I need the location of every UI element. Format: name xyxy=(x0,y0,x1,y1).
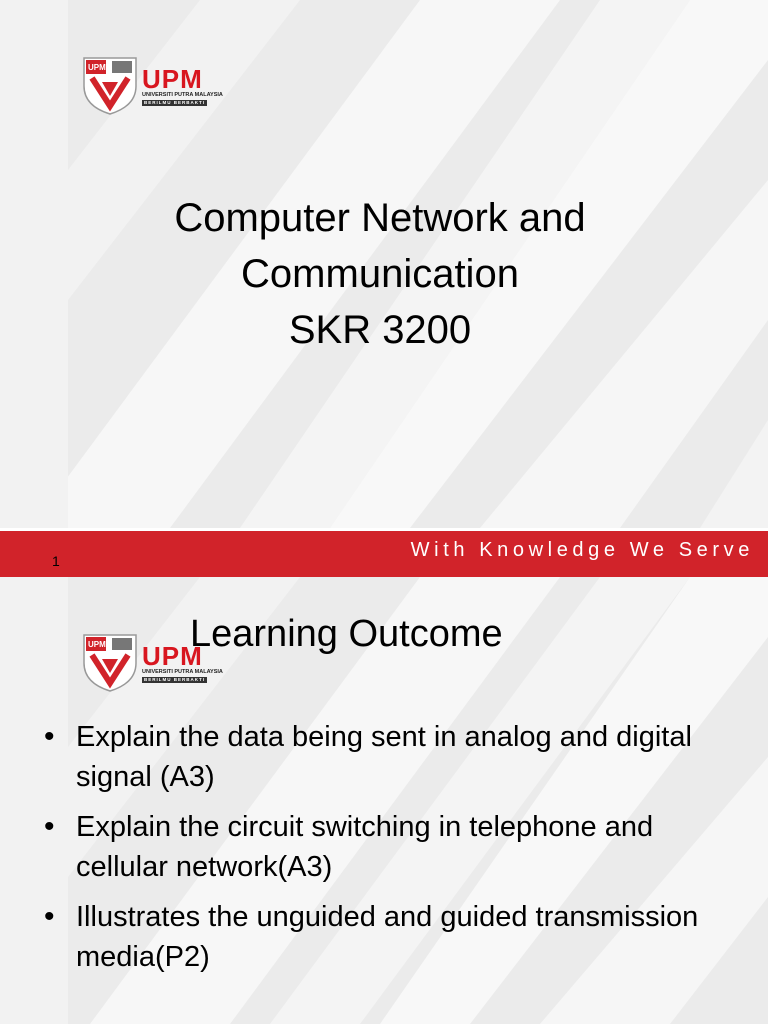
bullet-icon: • xyxy=(44,810,55,843)
upm-logo xyxy=(82,56,223,116)
logo-abbreviation: UPM xyxy=(142,641,203,671)
bullet-text: Explain the data being sent in analog and digital signal (A3) xyxy=(76,721,692,793)
upm-shield-icon xyxy=(82,56,138,116)
svg-text:UPM: UPM xyxy=(88,640,106,649)
logo-university-name: UNIVERSITI PUTRA MALAYSIA xyxy=(142,669,223,675)
bullet-text: Illustrates the unguided and guided transmission media(P2) xyxy=(76,901,699,973)
footer-bar xyxy=(0,528,768,577)
title-line-1: Computer Network and xyxy=(174,196,586,240)
logo-motto: BERILMU BERBAKTI xyxy=(144,100,205,105)
logo-university-name: UNIVERSITI PUTRA MALAYSIA xyxy=(142,92,223,98)
left-strip xyxy=(0,0,68,577)
logo-abbreviation: UPM xyxy=(142,64,203,94)
learning-outcome-list xyxy=(44,717,744,987)
slide-1-title xyxy=(60,190,700,358)
slide-2-title: Learning Outcome xyxy=(190,613,503,655)
list-item xyxy=(44,897,744,977)
upm-shield-icon xyxy=(82,633,138,693)
footer-slogan: With Knowledge We Serve xyxy=(410,539,754,561)
list-item xyxy=(44,807,744,887)
title-line-2: Communication xyxy=(241,252,519,296)
slide-number: 1 xyxy=(52,553,60,569)
logo-motto: BERILMU BERBAKTI xyxy=(144,677,205,682)
bullet-icon: • xyxy=(44,720,55,753)
bullet-icon: • xyxy=(44,900,55,933)
list-item xyxy=(44,717,744,797)
footer-bar-divider xyxy=(0,528,768,531)
bullet-text: Explain the circuit switching in telephone and cellular network(A3) xyxy=(76,811,654,883)
slide-2 xyxy=(0,577,768,1024)
svg-text:UPM: UPM xyxy=(88,63,106,72)
title-line-3: SKR 3200 xyxy=(288,308,472,352)
